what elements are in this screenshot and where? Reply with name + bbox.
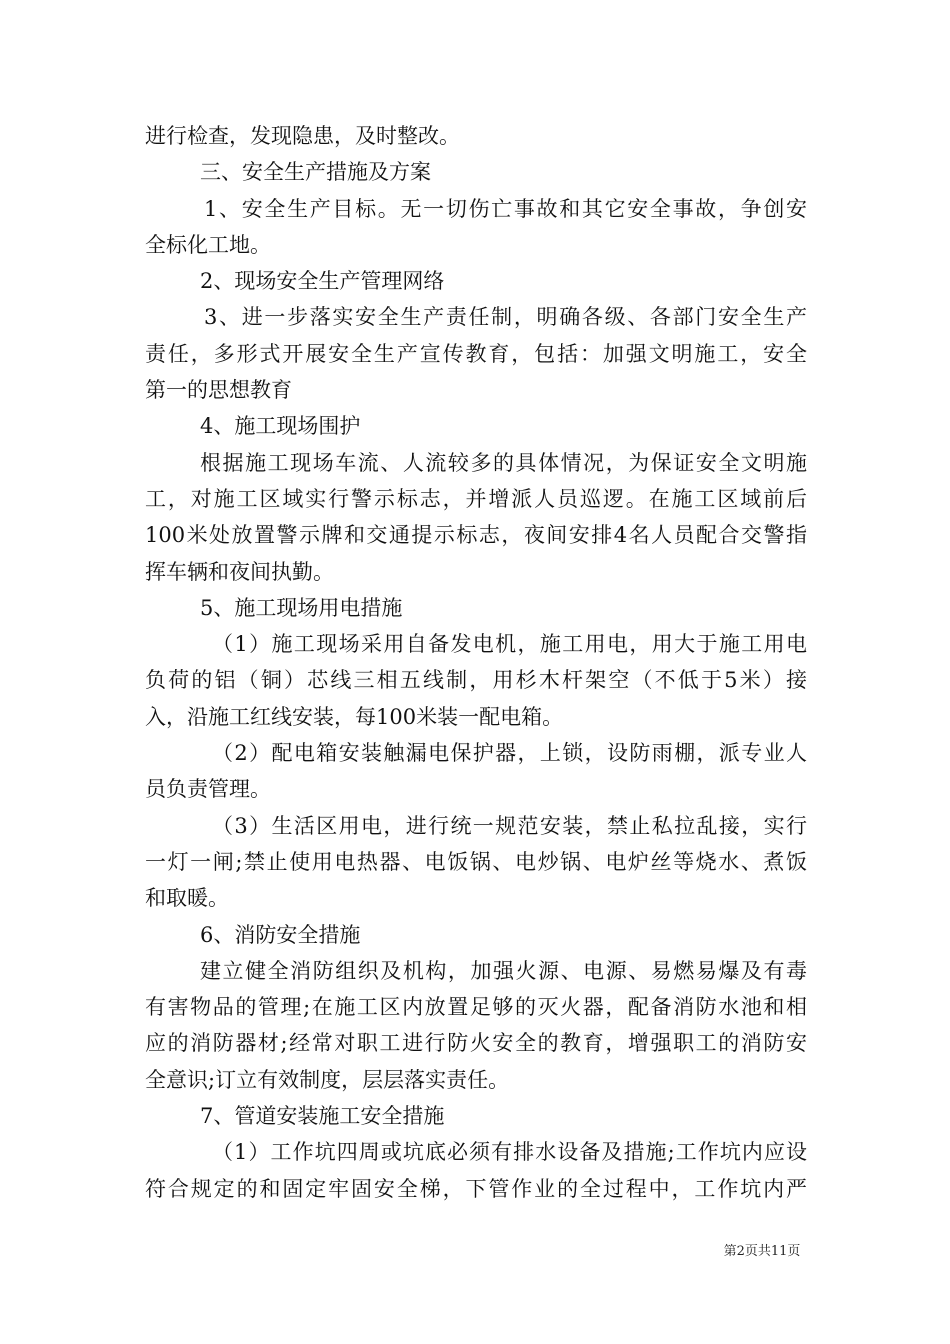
paragraph-line: 有害物品的管理;在施工区内放置足够的灭火器，配备消防水池和相 [145,995,807,1020]
subsection-heading: 7、管道安装施工安全措施 [200,1104,445,1129]
subsection-heading: 5、施工现场用电措施 [200,595,403,620]
page-number: 第2页共11页 [723,1244,801,1259]
paragraph-line: （3）生活区用电，进行统一规范安装，禁止私拉乱接，实行 [212,813,807,838]
paragraph-line: （1）施工现场采用自备发电机，施工用电，用大于施工用电 [212,632,807,657]
paragraph-line: 入，沿施工红线安装，每100米装一配电箱。 [145,704,564,729]
paragraph-line: 根据施工现场车流、人流较多的具体情况，为保证安全文明施 [200,450,807,475]
paragraph-line: 1、安全生产目标。无一切伤亡事故和其它安全事故，争创安 [204,196,807,221]
paragraph-line: 符合规定的和固定牢固安全梯，下管作业的全过程中，工作坑内严 [145,1176,807,1201]
paragraph-line: （2）配电箱安装触漏电保护器，上锁，设防雨棚，派专业人 [212,741,807,766]
paragraph-line: 负荷的铝（铜）芯线三相五线制，用杉木杆架空（不低于5米）接 [145,668,807,693]
paragraph-line: 责任，多形式开展安全生产宣传教育，包括：加强文明施工，安全 [145,341,807,366]
paragraph-line: 建立健全消防组织及机构，加强火源、电源、易燃易爆及有毒 [200,958,807,983]
document-body [145,118,807,1207]
paragraph-line: 一灯一闸;禁止使用电热器、电饭锅、电炒锅、电炉丝等烧水、煮饭 [145,849,807,874]
subsection-heading: 2、现场安全生产管理网络 [200,269,445,294]
paragraph-line: （1）工作坑四周或坑底必须有排水设备及措施;工作坑内应设 [212,1140,807,1165]
paragraph-line: 应的消防器材;经常对职工进行防火安全的教育，增强职工的消防安 [145,1031,807,1056]
paragraph-line: 工，对施工区域实行警示标志，并增派人员巡逻。在施工区域前后 [145,486,807,511]
page-footer [0,1240,950,1259]
subsection-heading: 4、施工现场围护 [200,414,361,439]
paragraph-line: 员负责管理。 [145,777,271,802]
paragraph-line: 100米处放置警示牌和交通提示标志，夜间安排4名人员配合交警指 [145,523,807,548]
paragraph-line: 进行检查，发现隐患，及时整改。 [145,124,460,148]
paragraph-line: 第一的思想教育 [145,378,292,403]
paragraph-line: 挥车辆和夜间执勤。 [145,559,334,584]
paragraph-line: 全意识;订立有效制度，层层落实责任。 [145,1067,510,1092]
subsection-heading: 6、消防安全措施 [200,922,361,947]
section-heading: 三、安全生产措施及方案 [200,160,431,185]
paragraph-line: 和取暖。 [145,886,229,911]
paragraph-line: 3、进一步落实安全生产责任制，明确各级、各部门安全生产 [204,305,807,330]
paragraph-line: 全标化工地。 [145,232,271,257]
